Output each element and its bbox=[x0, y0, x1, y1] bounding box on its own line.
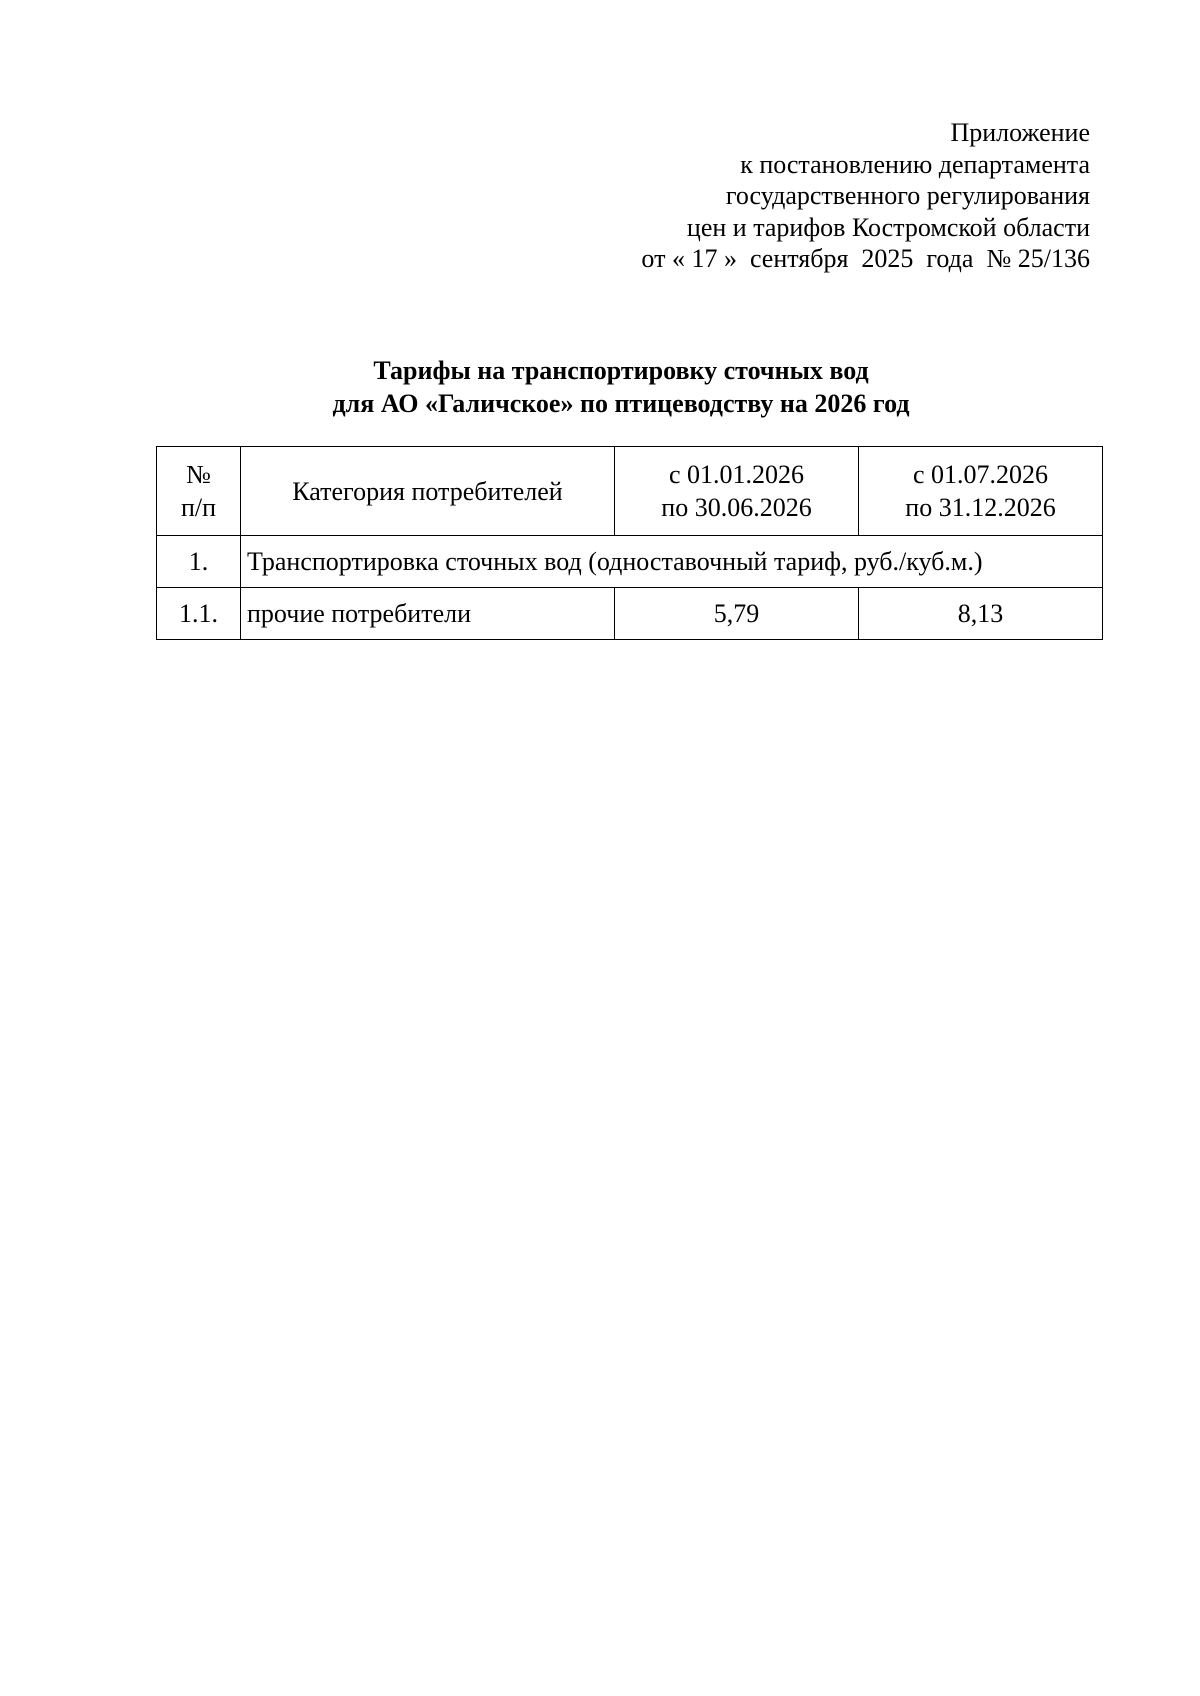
header-num-symbol: № bbox=[186, 460, 211, 489]
row-period1-value: 5,79 bbox=[615, 588, 859, 640]
appendix-line: цен и тарифов Костромской области bbox=[686, 212, 1090, 242]
appendix-line: к постановлению департамента bbox=[740, 149, 1090, 179]
row-period2-value: 8,13 bbox=[859, 588, 1103, 640]
appendix-line: от « 17 » сентября 2025 года № 25/136 bbox=[641, 244, 1090, 273]
table-row bbox=[157, 588, 1103, 640]
row-num-cell: 1.1. bbox=[157, 588, 241, 640]
header-period1-cell bbox=[615, 447, 859, 536]
table-header-row bbox=[157, 447, 1103, 536]
row-category-cell: прочие потребители bbox=[241, 588, 615, 640]
header-period1-start: с 01.01.2026 bbox=[668, 460, 805, 489]
table-section-row bbox=[157, 536, 1103, 588]
header-period2-cell bbox=[859, 447, 1103, 536]
appendix-line: Приложение bbox=[950, 118, 1090, 147]
header-num-abbrev: п/п bbox=[180, 493, 217, 522]
header-period2-end: по 31.12.2026 bbox=[905, 493, 1056, 522]
title-line: Тарифы на транспортировку сточных вод bbox=[373, 356, 869, 385]
section-label-cell: Транспортировка сточных вод (одноставочный тариф, руб./куб.м.) bbox=[241, 536, 1103, 588]
tariff-table bbox=[156, 446, 1103, 640]
appendix-block bbox=[641, 117, 1090, 275]
title-line: для АО «Галичское» по птицеводству на 2026 год bbox=[332, 389, 910, 418]
header-category-cell bbox=[241, 447, 615, 536]
header-period2-start: с 01.07.2026 bbox=[912, 460, 1049, 489]
header-period1-end: по 30.06.2026 bbox=[661, 493, 812, 522]
section-num-cell: 1. bbox=[157, 536, 241, 588]
appendix-line: государственного регулирования bbox=[725, 181, 1090, 210]
header-category-label: Категория потребителей bbox=[292, 476, 563, 506]
header-num-cell bbox=[157, 447, 241, 536]
document-title bbox=[0, 354, 1200, 420]
